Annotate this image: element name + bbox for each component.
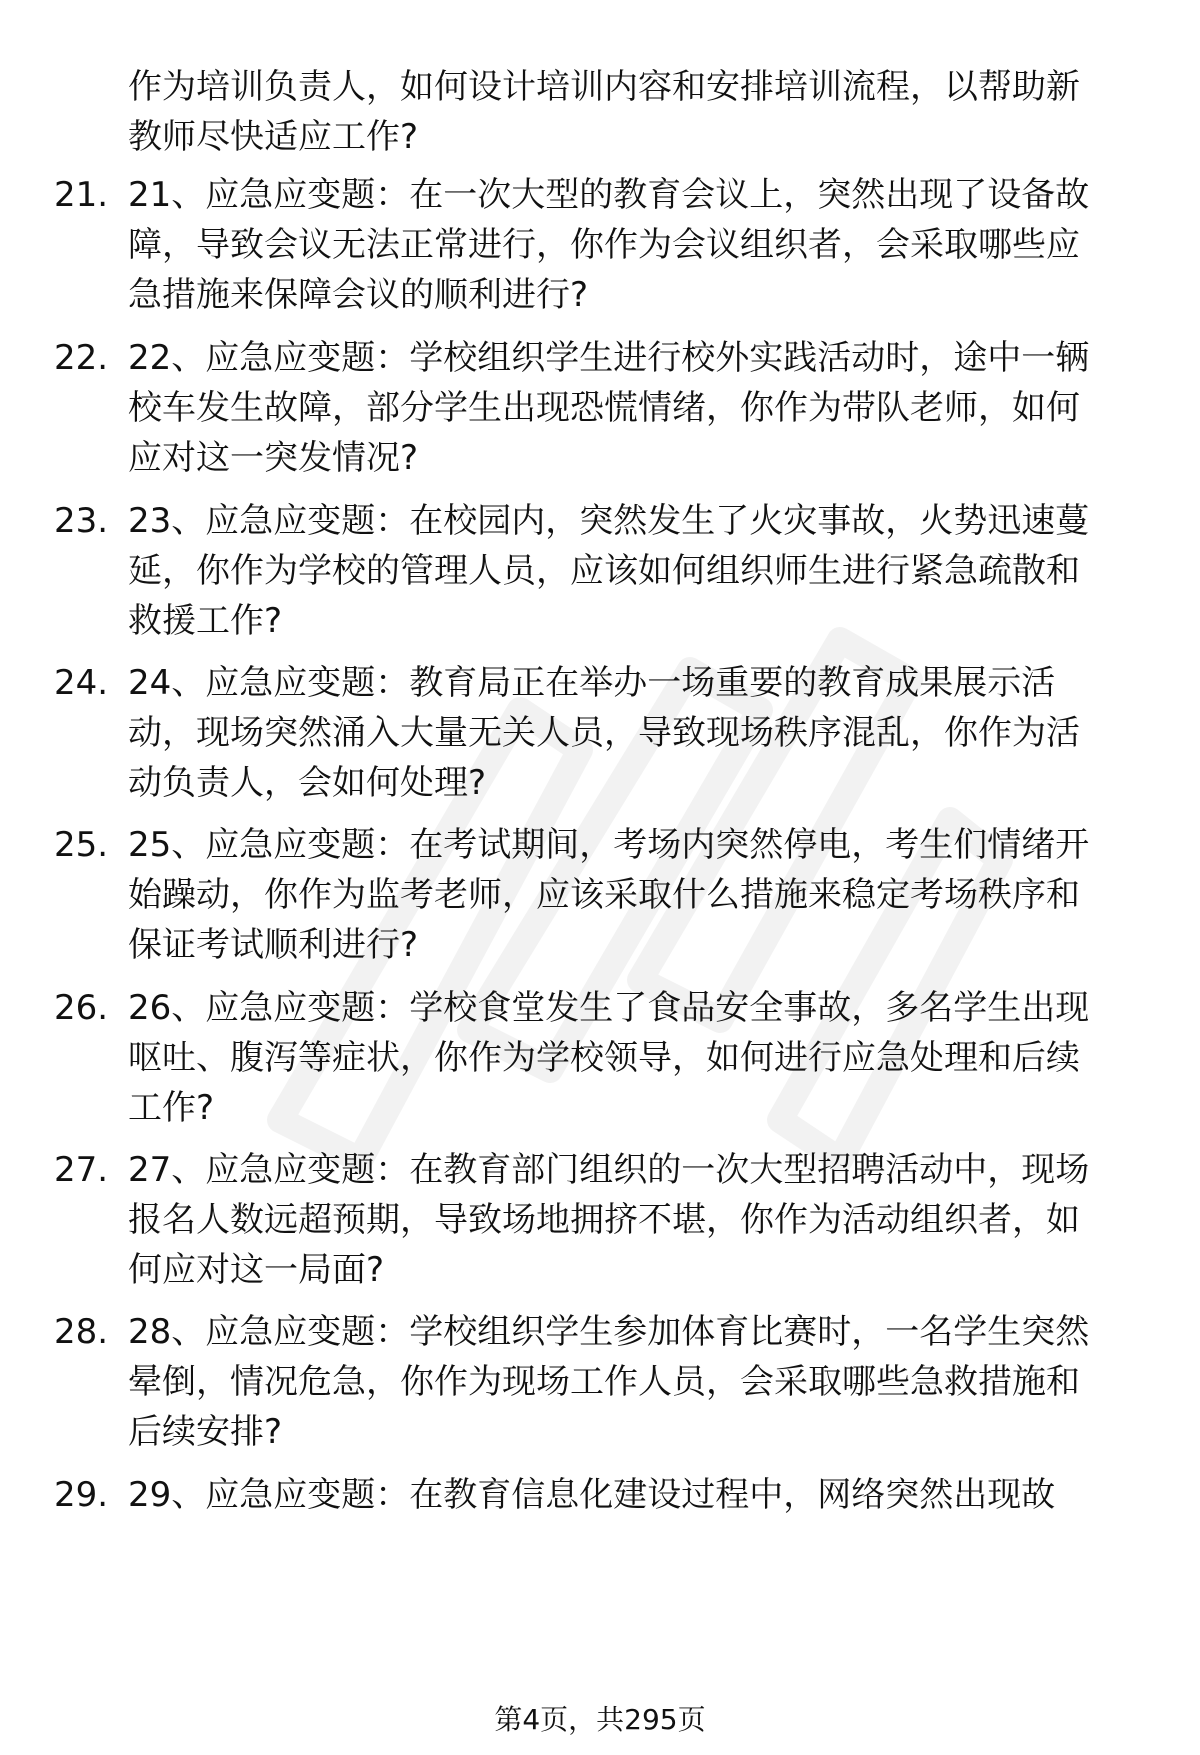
page-footer: 第4页，共295页	[494, 1703, 706, 1736]
item-number: 28.	[54, 1312, 109, 1352]
item-number: 24.	[54, 663, 109, 703]
item-text: 21、应急应变题：在一次大型的教育会议上，突然出现了设备故 障，导致会议无法正常进行，你作为会议组织者，会采取哪些应 急措施来保障会议的顺利进行?	[128, 175, 1090, 315]
item-text: 23、应急应变题：在校园内，突然发生了火灾事故，火势迅速蔓 延，你作为学校的管理人员，应该如何组织师生进行紧急疏散和 救援工作?	[128, 501, 1090, 641]
item-text: 29、应急应变题：在教育信息化建设过程中，网络突然出现故	[128, 1475, 1056, 1515]
item-number: 26.	[54, 988, 109, 1028]
item-number: 29.	[54, 1475, 109, 1515]
item-number: 25.	[54, 825, 109, 865]
item-number: 23.	[54, 501, 109, 541]
item-number: 27.	[54, 1150, 109, 1190]
item-text: 28、应急应变题：学校组织学生参加体育比赛时，一名学生突然 晕倒，情况危急，你作为现场工作人员，会采取哪些急救措施和 后续安排?	[128, 1312, 1090, 1452]
item-text: 24、应急应变题：教育局正在举办一场重要的教育成果展示活 动，现场突然涌入大量无关人员，导致现场秩序混乱，你作为活 动负责人，会如何处理?	[128, 663, 1080, 803]
item-number: 21.	[54, 175, 109, 215]
item-text: 22、应急应变题：学校组织学生进行校外实践活动时，途中一辆 校车发生故障，部分学生出现恐慌情绪，你作为带队老师，如何 应对这一突发情况?	[128, 338, 1090, 478]
item-number: 22.	[54, 338, 109, 378]
item-text: 25、应急应变题：在考试期间，考场内突然停电，考生们情绪开 始躁动，你作为监考老师，应该采取什么措施来稳定考场秩序和 保证考试顺利进行?	[128, 825, 1090, 965]
item-text: 26、应急应变题：学校食堂发生了食品安全事故，多名学生出现 呕吐、腹泻等症状，你作为学校领导，如何进行应急处理和后续 工作?	[128, 988, 1090, 1128]
item-text: 27、应急应变题：在教育部门组织的一次大型招聘活动中，现场 报名人数远超预期，导致场地拥挤不堪，你作为活动组织者，如 何应对这一局面?	[128, 1150, 1090, 1290]
continuation-text: 作为培训负责人，如何设计培训内容和安排培训流程，以帮助新 教师尽快适应工作?	[128, 67, 1080, 157]
